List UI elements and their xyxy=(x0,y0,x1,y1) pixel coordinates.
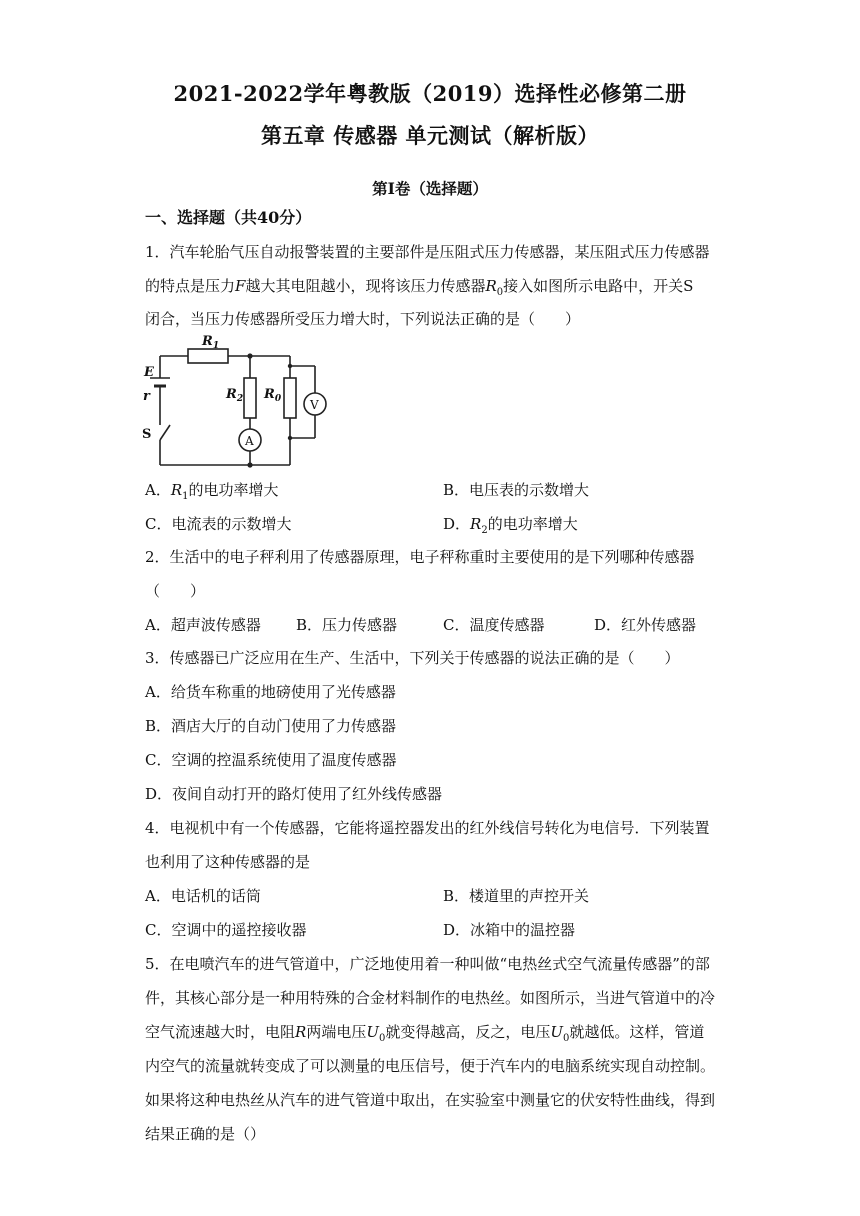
q1-option-a[interactable]: A．$R_1$的电功率增大 xyxy=(145,481,279,502)
q4-option-b[interactable]: B．楼道里的声控开关 xyxy=(443,887,590,905)
q1-line3: 闭合，当压力传感器所受压力增大时，下列说法正确的是（ ） xyxy=(145,310,581,328)
q3-option-a[interactable]: A．给货车称重的地磅使用了光传感器 xyxy=(145,683,396,701)
q3-line1: 3．传感器已广泛应用在生产、生活中，下列关于传感器的说法正确的是（ ） xyxy=(145,649,680,667)
q4-option-c[interactable]: C．空调中的遥控接收器 xyxy=(145,921,307,939)
q5-line6: 结果正确的是（） xyxy=(145,1125,266,1143)
q1-circuit-diagram xyxy=(140,330,340,475)
q4-line2: 也利用了这种传感器的是 xyxy=(145,853,311,871)
q2-option-b[interactable]: B．压力传感器 xyxy=(296,616,398,634)
q3-option-b[interactable]: B．酒店大厅的自动门使用了力传感器 xyxy=(145,717,397,735)
q5-line5: 如果将这种电热丝从汽车的进气管道中取出，在实验室中测量它的伏安特性曲线，得到 xyxy=(145,1091,716,1109)
label-E: E xyxy=(144,365,154,380)
label-R0: $R_0$ xyxy=(264,387,282,404)
section-heading: 一、选择题（共40分） xyxy=(145,208,312,227)
q3-option-d[interactable]: D．夜间自动打开的路灯使用了红外线传感器 xyxy=(145,785,443,803)
label-r: r xyxy=(143,389,150,404)
q4-line1: 4．电视机中有一个传感器，它能将遥控器发出的红外线信号转化为电信号．下列装置 xyxy=(145,819,710,837)
q5-line2: 件，其核心部分是一种用特殊的合金材料制作的电热丝。如图所示，当进气管道中的冷 xyxy=(145,989,716,1007)
q1-option-b[interactable]: B．电压表的示数增大 xyxy=(443,481,590,499)
q2-option-a[interactable]: A．超声波传感器 xyxy=(145,616,261,634)
label-S: S xyxy=(142,427,152,442)
q2-option-d[interactable]: D．红外传感器 xyxy=(594,616,697,634)
q1-line1: 1．汽车轮胎气压自动报警装置的主要部件是压阻式压力传感器，某压阻式压力传感器 xyxy=(145,243,710,261)
volume-heading: 第Ⅰ卷（选择题） xyxy=(372,179,488,198)
label-R1: $R_1$ xyxy=(202,334,220,351)
ammeter-label: A xyxy=(245,434,254,448)
document-subtitle: 第五章 传感器 单元测试（解析版） xyxy=(260,123,600,148)
q5-line1: 5．在电喷汽车的进气管道中，广泛地使用着一种叫做“电热丝式空气流量传感器”的部 xyxy=(145,955,710,973)
q3-option-c[interactable]: C．空调的控温系统使用了温度传感器 xyxy=(145,751,397,769)
label-R2: $R_2$ xyxy=(226,387,244,404)
q2-line1: 2．生活中的电子秤利用了传感器原理，电子秤称重时主要使用的是下列哪种传感器 xyxy=(145,548,695,566)
q1-option-c[interactable]: C．电流表的示数增大 xyxy=(145,515,292,533)
voltmeter-label: V xyxy=(310,398,319,412)
q2-option-c[interactable]: C．温度传感器 xyxy=(443,616,545,634)
document-title: 2021-2022学年粤教版（2019）选择性必修第二册 xyxy=(173,81,687,106)
q5-line3: 空气流速越大时，电阻R两端电压$U_0$就变得越高，反之，电压$U_0$就越低。这样，管道 xyxy=(145,1023,705,1044)
q4-option-a[interactable]: A．电话机的话筒 xyxy=(145,887,261,905)
q2-line2: （ ） xyxy=(145,582,206,600)
q5-line4: 内空气的流量就转变成了可以测量的电压信号，便于汽车内的电脑系统实现自动控制。 xyxy=(145,1057,716,1075)
q1-line2: 的特点是压力F越大其电阻越小，现将该压力传感器$R_0$接入如图所示电路中，开关S xyxy=(145,277,694,298)
q4-option-d[interactable]: D．冰箱中的温控器 xyxy=(443,921,576,939)
q1-option-d[interactable]: D．$R_2$的电功率增大 xyxy=(443,515,578,536)
